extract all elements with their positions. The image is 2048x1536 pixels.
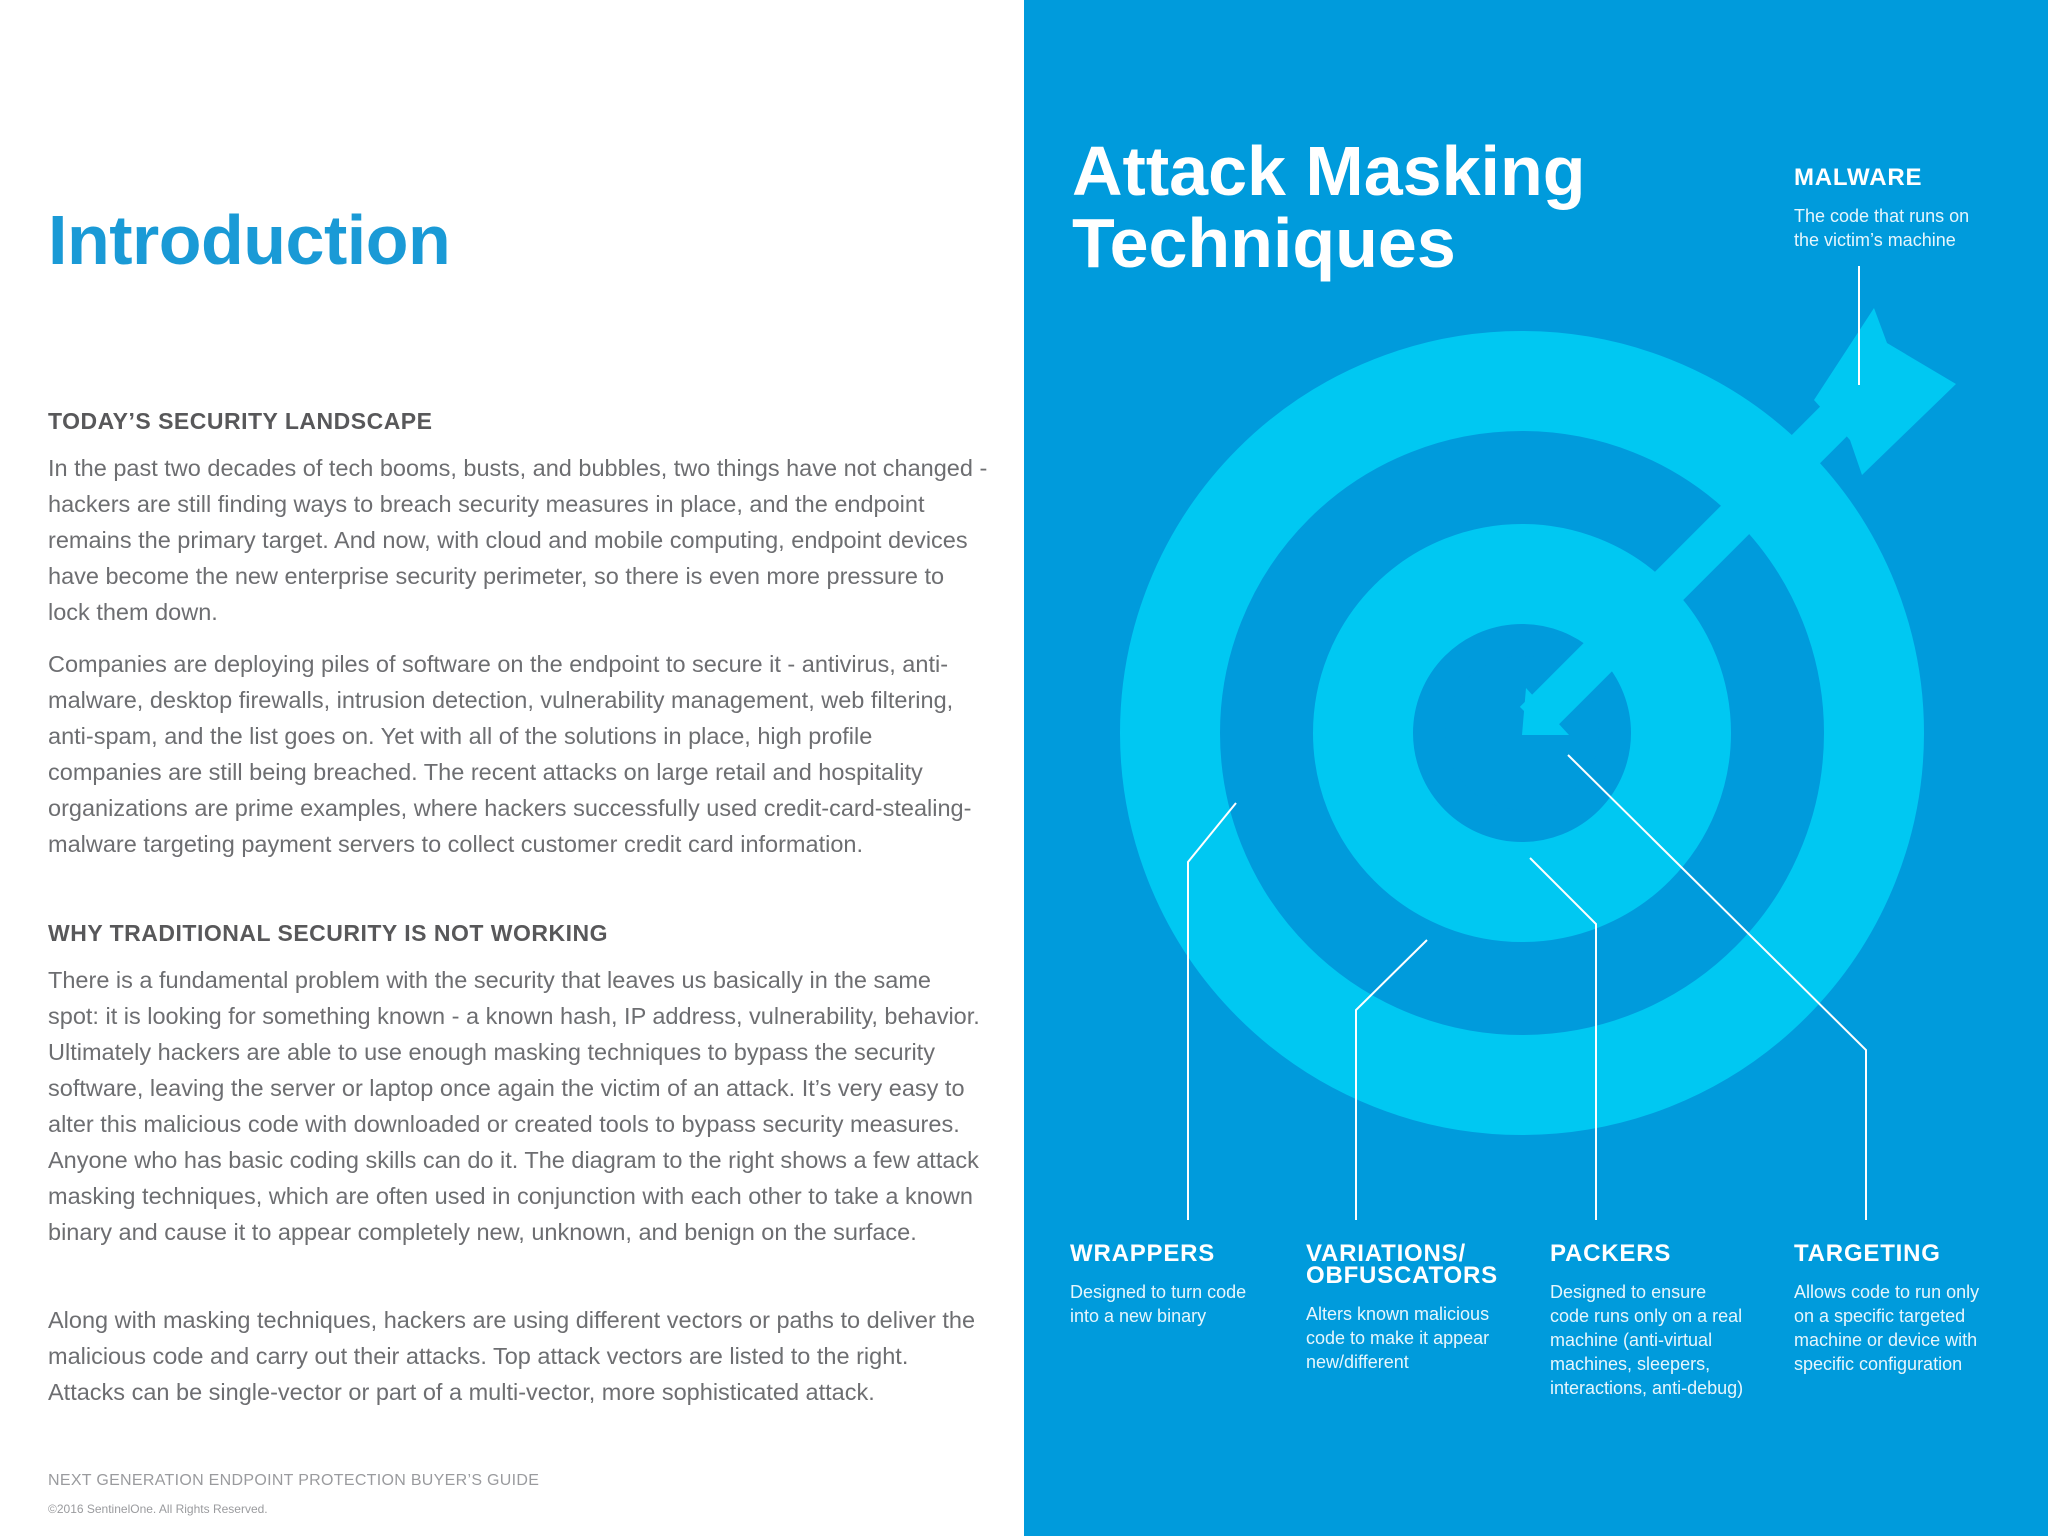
section-heading-traditional: WHY TRADITIONAL SECURITY IS NOT WORKING [48, 920, 609, 946]
label-targeting-title: TARGETING [1794, 1240, 1941, 1267]
footer-guide-title: NEXT GENERATION ENDPOINT PROTECTION BUYER’S GUIDE [48, 1472, 540, 1489]
label-malware-title: MALWARE [1794, 164, 1923, 191]
label-packers-title: PACKERS [1550, 1240, 1672, 1267]
label-malware-desc: The code that runs on the victim’s machine [1794, 206, 1970, 250]
label-variations-title: VARIATIONS/ OBFUSCATORS [1306, 1240, 1498, 1289]
label-wrappers-title: WRAPPERS [1070, 1240, 1216, 1267]
label-wrappers-desc: Designed to turn code into a new binary [1070, 1282, 1247, 1326]
paragraph-landscape: In the past two decades of tech booms, busts, and bubbles, two things have not changed - hackers are still finding ways to breach security measures in place, and the endpoint remains the primary target. And now, with cloud and mobile computing, endpoint devices have become the new enterprise security perimeter, so there is even more pressure to lock them down. [48, 455, 988, 625]
paragraph-deploying: Companies are deploying piles of software on the endpoint to secure it - antivirus, anti-malware, desktop firewalls, intrusion detection, vulnerability management, web filtering, anti-spam, and the list goes on. Yet with all of the solutions in place, high profile companies are still being breached. The recent attacks on large retail and hospitality organizations are prime examples, where hackers successfully used credit-card-stealing-malware targeting payment servers to collect customer credit card information. [48, 651, 972, 857]
label-packers-desc: Designed to ensure code runs only on a real machine (anti-virtual machines, sleepers, interactions, anti-debug) [1550, 1282, 1744, 1398]
right-panel [1024, 0, 2048, 1536]
paragraph-attack-vectors: Along with masking techniques, hackers are using different vectors or paths to deliver the malicious code and carry out their attacks. Top attack vectors are listed to the right. Attacks can be single-vector or part of a multi-vector, more sophisticated attack. [48, 1307, 976, 1405]
label-targeting-desc: Allows code to run only on a specific targeted machine or device with specific configuration [1794, 1282, 1980, 1374]
section-heading-landscape: TODAY’S SECURITY LANDSCAPE [48, 408, 433, 434]
page-title: Introduction [48, 201, 451, 279]
diagram-title-line1: Attack Masking [1072, 132, 1586, 210]
arrow-fletching [1814, 308, 1956, 475]
paragraph-fundamental-problem: There is a fundamental problem with the security that leaves us basically in the same spot: it is looking for something known - a known hash, IP address, vulnerability, behavior. Ultimately hackers are able to use enough masking techniques to bypass the security software, leaving the server or laptop once again the victim of an attack. It’s very easy to alter this malicious code with downloaded or created tools to bypass security measures. Anyone who has basic coding skills can do it. The diagram to the right shows a few attack masking techniques, which are often used in conjunction with each other to take a known binary and cause it to appear completely new, unknown, and benign on the surface. [48, 967, 980, 1245]
footer-copyright: ©2016 SentinelOne. All Rights Reserved. [48, 1502, 268, 1516]
label-variations-desc: Alters known malicious code to make it appear new/different [1306, 1304, 1490, 1372]
diagram-title-line2: Techniques [1072, 204, 1456, 282]
